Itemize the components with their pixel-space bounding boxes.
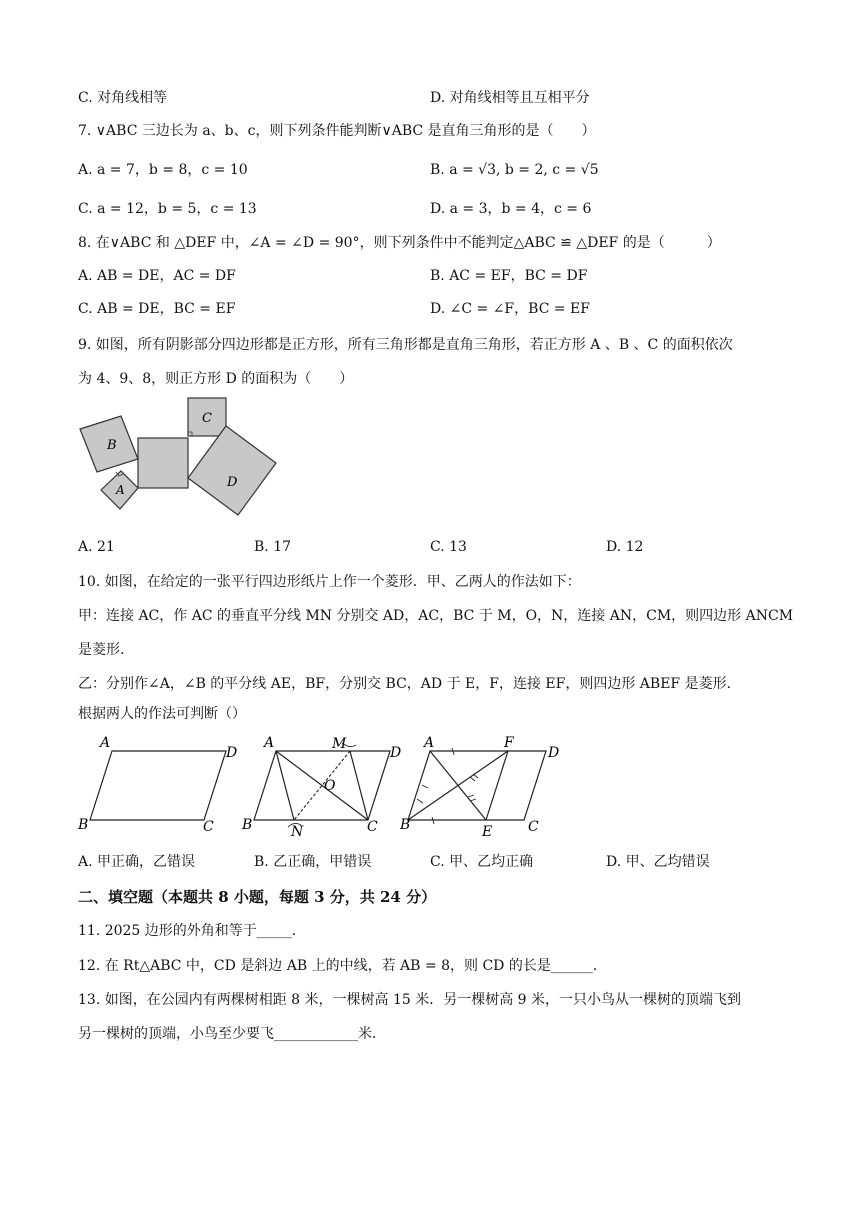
q9-label-b: B [107, 438, 117, 453]
q10-fig1-label-d: D [226, 745, 238, 761]
q10-fig3-label-f: F [504, 735, 514, 751]
q8-option-a: A. AB = DE，AC = DF [78, 268, 236, 284]
q9-option-b: B. 17 [254, 539, 292, 555]
q9-square-figure [70, 392, 290, 517]
q6-option-c: C. 对角线相等 [78, 90, 168, 106]
q13-line1: 13. 如图，在公园内有两棵树相距 8 米，一棵树高 15 米．另一棵树高 9 米，一只小鸟从一棵树的顶端飞到 [78, 992, 742, 1008]
q6-option-d: D. 对角线相等且互相平分 [430, 90, 590, 106]
q10-figure-yi [400, 733, 575, 838]
q9-stem-line2: 为 4、9、8，则正方形 D 的面积为（ ） [78, 371, 354, 387]
q13-line2: 另一棵树的顶端，小鸟至少要飞____________米． [78, 1026, 386, 1042]
q11: 11. 2025 边形的外角和等于_____． [78, 923, 306, 939]
q8-option-b: B. AC = EF，BC = DF [430, 268, 588, 284]
q10-option-b: B. 乙正确，甲错误 [254, 854, 372, 870]
q10-fig3-label-d: D [548, 745, 560, 761]
q8-option-d: D. ∠C = ∠F，BC = EF [430, 301, 590, 317]
q7-option-b: B. a = √3, b = 2, c = √5 [430, 162, 599, 178]
q10-fig2-label-a: A [264, 735, 275, 751]
section-fill-in-heading: 二、填空题（本题共 8 小题，每题 3 分，共 24 分） [78, 888, 437, 906]
q10-fig2-label-o: O [324, 778, 336, 794]
q10-fig3-label-b: B [400, 817, 411, 833]
q10-fig1-label-c: C [203, 819, 214, 835]
q9-stem-line1: 9. 如图，所有阴影部分四边形都是正方形，所有三角形都是直角三角形，若正方形 A 、B 、C 的面积依次 [78, 337, 733, 353]
q7-option-c: C. a = 12，b = 5，c = 13 [78, 201, 257, 217]
q7-option-a: A. a = 7，b = 8，c = 10 [78, 162, 248, 178]
q10-option-d: D. 甲、乙均错误 [606, 854, 710, 870]
q10-jia-line1: 甲：连接 AC，作 AC 的垂直平分线 MN 分别交 AD，AC，BC 于 M，O，N，连接 AN，CM，则四边形 ANCM [78, 608, 794, 624]
q10-option-a: A. 甲正确，乙错误 [78, 854, 196, 870]
q8-option-c: C. AB = DE，BC = EF [78, 301, 236, 317]
q7-stem: 7. ∨ABC 三边长为 a、b、c，则下列条件能判断∨ABC 是直角三角形的是（ ） [78, 123, 596, 139]
q10-fig2-label-c: C [367, 819, 378, 835]
q9-label-a: A [116, 483, 125, 497]
q10-stem: 10. 如图，在给定的一张平行四边形纸片上作一个菱形．甲、乙两人的作法如下： [78, 574, 581, 590]
q10-fig1-label-a: A [100, 735, 111, 751]
q9-central-square [138, 438, 188, 488]
q7-option-d: D. a = 3，b = 4，c = 6 [430, 201, 592, 217]
q9-label-d: D [227, 475, 238, 490]
q10-figure-original [74, 733, 244, 838]
q10-figure-jia [238, 733, 411, 838]
q10-jia-line2: 是菱形. [78, 642, 125, 658]
q8-stem: 8. 在∨ABC 和 △DEF 中，∠A = ∠D = 90°，则下列条件中不能判定△ABC ≌ △DEF 的是（ ） [78, 235, 721, 251]
q10-fig2-label-m: M [332, 736, 347, 752]
q9-option-c: C. 13 [430, 539, 467, 555]
q10-fig2-label-n: N [291, 824, 304, 838]
q9-label-c: C [202, 411, 212, 426]
q10-fig3-label-a: A [424, 735, 435, 751]
q10-fig3-label-e: E [482, 824, 493, 838]
q10-fig3-label-c: C [528, 819, 539, 835]
q12: 12. 在 Rt△ABC 中，CD 是斜边 AB 上的中线，若 AB = 8，则 CD 的长是______． [78, 958, 607, 974]
q10-fig1-label-b: B [78, 817, 89, 833]
q10-option-c: C. 甲、乙均正确 [430, 854, 534, 870]
q10-fig2-label-b: B [242, 817, 253, 833]
q9-option-d: D. 12 [606, 539, 644, 555]
q9-option-a: A. 21 [78, 539, 115, 555]
q10-fig2-label-d: D [390, 745, 402, 761]
q9-square-d [188, 426, 276, 515]
q10-yi: 乙：分别作∠A，∠B 的平分线 AE，BF，分别交 BC，AD 于 E，F，连接 EF，则四边形 ABEF 是菱形. [78, 676, 732, 692]
q10-judge: 根据两人的作法可判断（） [78, 706, 246, 722]
